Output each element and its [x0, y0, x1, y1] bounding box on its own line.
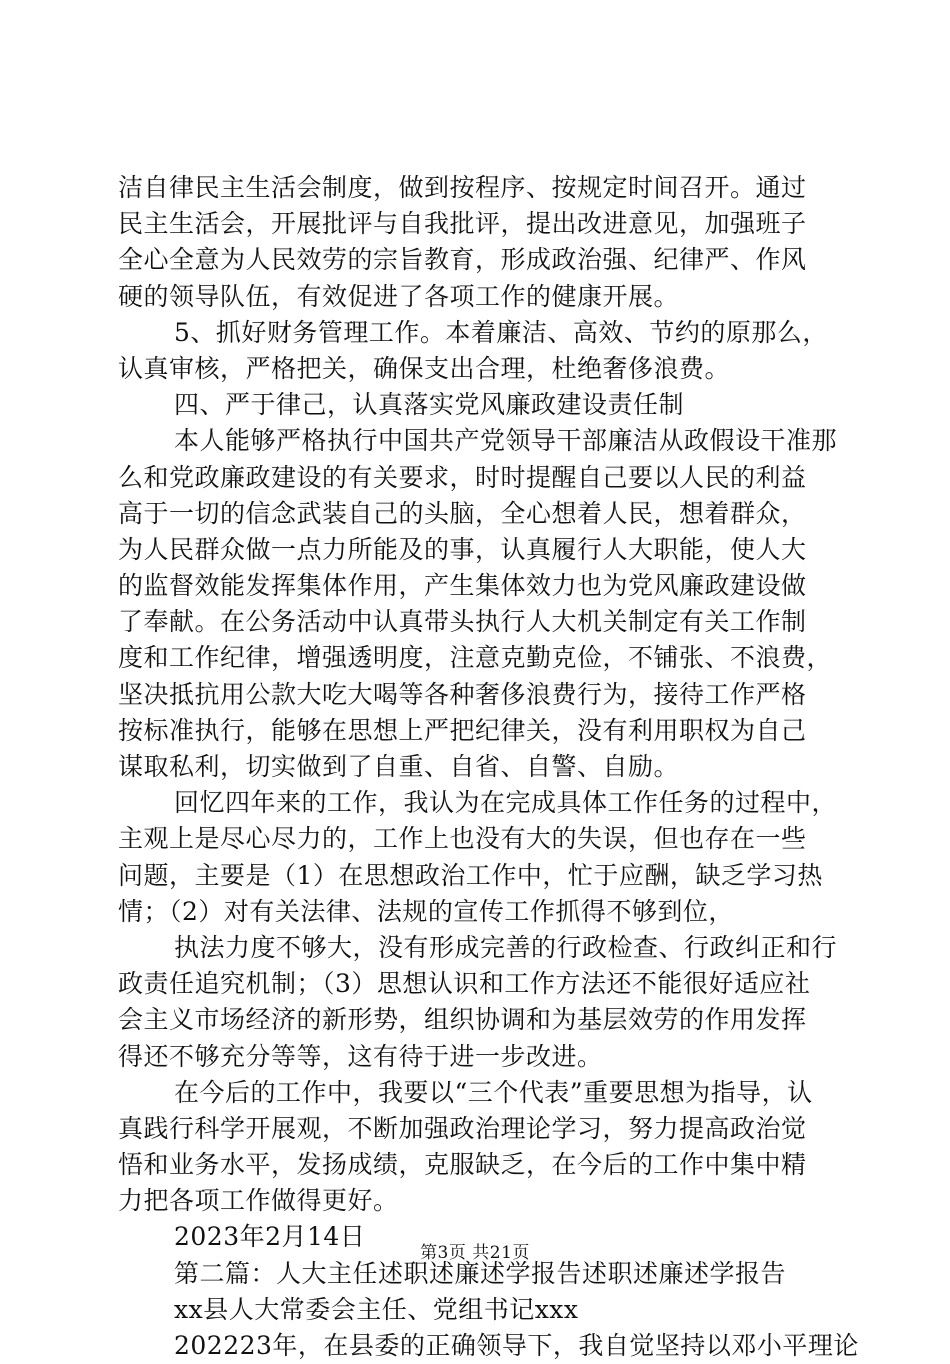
text-line: 会主义市场经济的新形势，组织协调和为基层效劳的作用发挥	[118, 1005, 807, 1035]
text-line: 的监督效能发挥集体作用，产生集体效力也为党风廉政建设做	[118, 571, 807, 601]
text-line: 了奉献。在公务活动中认真带头执行人大机关制定有关工作制	[118, 607, 807, 637]
text-line: 为人民群众做一点力所能及的事，认真履行人大职能，使人大	[118, 534, 807, 564]
text-line: 情；（2）对有关法律、法规的宣传工作抓得不够到位，	[118, 896, 734, 926]
text-line: 谋取私利，切实做到了自重、自省、自警、自励。	[118, 752, 680, 781]
text-line: 问题，主要是（1）在思想政治工作中，忙于应酬，缺乏学习热	[118, 860, 823, 890]
text-line: 四、严于律己，认真落实党风廉政建设责任制	[174, 390, 685, 420]
text-line: 硬的领导队伍，有效促进了各项工作的健康开展。	[118, 281, 680, 311]
text-line: 力把各项工作做得更好。	[118, 1186, 399, 1216]
text-line: 洁自律民主生活会制度，做到按程序、按规定时间召开。通过	[118, 173, 807, 202]
text-line: 高于一切的信念武装自己的头脑，全心想着人民，想着群众，	[118, 498, 807, 528]
text-line: 回忆四年来的工作，我认为在完成具体工作任务的过程中，	[174, 788, 838, 818]
text-line: 在今后的工作中，我要以“三个代表”重要思想为指导，认	[174, 1077, 813, 1107]
text-line: 么和党政廉政建设的有关要求，时时提醒自己要以人民的利益	[118, 462, 807, 492]
page-number-footer: 第3页 共21页	[420, 1243, 530, 1263]
text-line: 按标准执行，能够在思想上严把纪律关，没有利用职权为自己	[118, 715, 807, 745]
document-body	[118, 170, 859, 1364]
text-line: 坚决抵抗用公款大吃大喝等各种奢侈浪费行为，接待工作严格	[118, 679, 807, 709]
text-line: 度和工作纪律，增强透明度，注意克勤克俭，不铺张、不浪费，	[118, 643, 833, 673]
text-line: 202223年，在县委的正确领导下，我自觉坚持以邓小平理论	[174, 1331, 859, 1360]
text-line: 本人能够严格执行中国共产党领导干部廉洁从政假设干准那	[174, 426, 838, 456]
text-line: 5、抓好财务管理工作。本着廉洁、高效、节约的原那么，	[174, 317, 828, 347]
text-line: 民主生活会，开展批评与自我批评，提出改进意见，加强班子	[118, 209, 807, 239]
text-line: 得还不够充分等等，这有待于进一步改进。	[118, 1041, 603, 1071]
text-line: 全心全意为人民效劳的宗旨教育，形成政治强、纪律严、作风	[118, 245, 807, 275]
text-line: 认真审核，严格把关，确保支出合理，杜绝奢侈浪费。	[118, 353, 731, 383]
text-line: 执法力度不够大，没有形成完善的行政检查、行政纠正和行	[174, 932, 838, 962]
text-line: 2023年2月14日	[174, 1222, 366, 1252]
text-line: 主观上是尽心尽力的，工作上也没有大的失误，但也存在一些	[118, 824, 807, 854]
text-line: 第二篇：人大主任述职述廉述学报告述职述廉述学报告	[174, 1258, 787, 1288]
text-line: 悟和业务水平，发扬成绩，克服缺乏，在今后的工作中集中精	[118, 1150, 807, 1180]
text-line: 政责任追究机制；（3）思想认识和工作方法还不能很好适应社	[118, 969, 811, 999]
text-line: xx县人大常委会主任、党组书记xxx	[174, 1294, 579, 1324]
text-line: 真践行科学开展观，不断加强政治理论学习，努力提高政治觉	[118, 1113, 807, 1143]
